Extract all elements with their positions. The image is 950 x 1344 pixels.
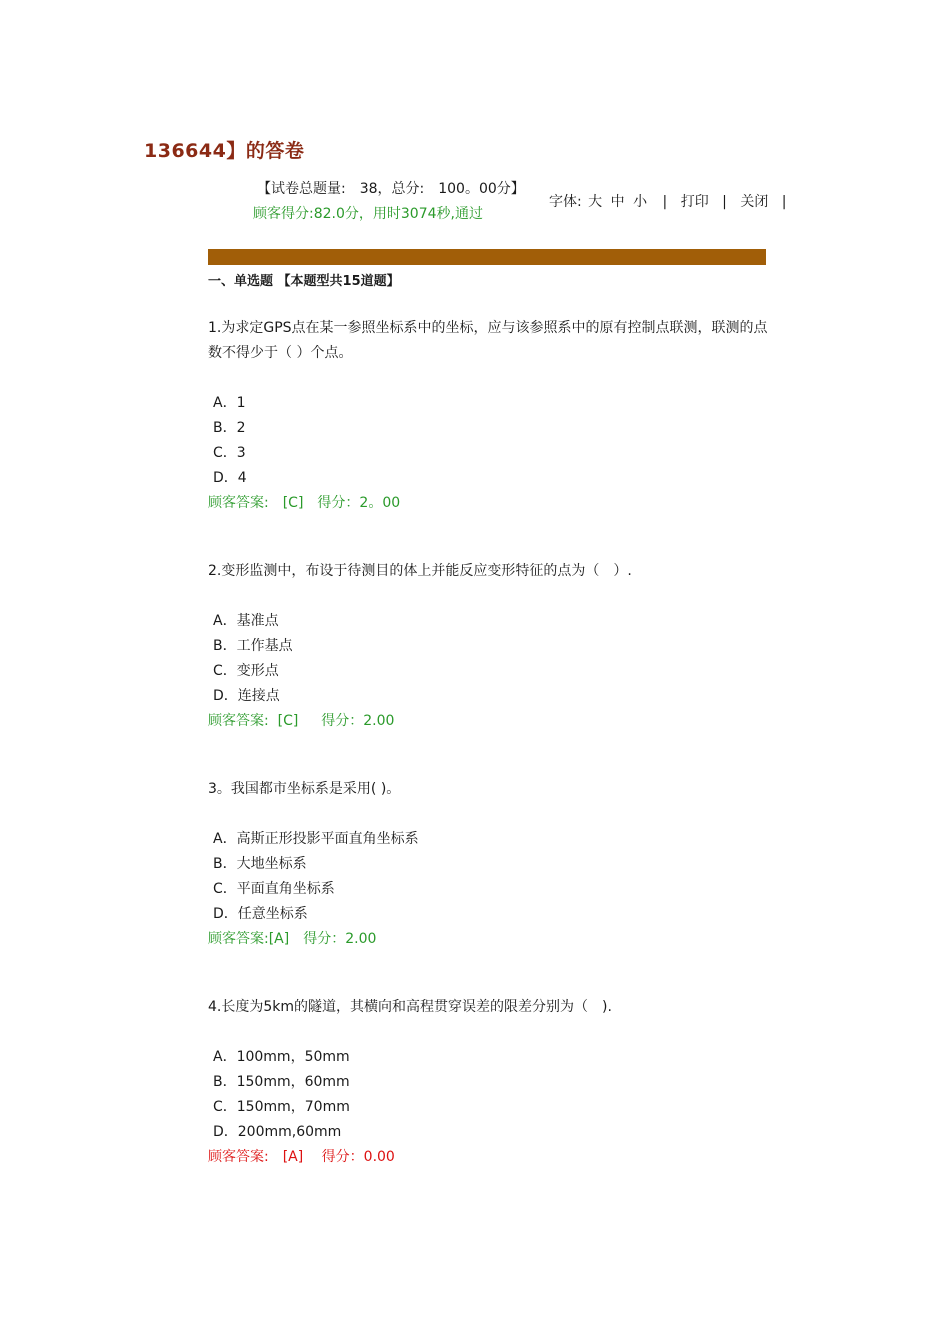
option-list bbox=[208, 391, 768, 491]
question-text: 2.变形监测中，布设于待测目的体上并能反应变形特征的点为（ ）. bbox=[208, 563, 632, 579]
option-item: B．大地坐标系 bbox=[213, 856, 307, 872]
option-item: B．工作基点 bbox=[213, 638, 293, 654]
font-size-label: 字体: bbox=[549, 194, 582, 210]
question-text: 4.长度为5km的隧道，其横向和高程贯穿误差的限差分别为（ ). bbox=[208, 999, 612, 1015]
option-item: A．1 bbox=[213, 395, 246, 411]
option-list bbox=[208, 1045, 768, 1145]
question-text: 3。我国都市坐标系是采用( )。 bbox=[208, 781, 401, 797]
option-item: C．3 bbox=[213, 445, 246, 461]
option-item: C．平面直角坐标系 bbox=[213, 881, 335, 897]
option-item: C．150mm，70mm bbox=[213, 1099, 350, 1115]
customer-answer: 顾客答案: [A] 得分：0.00 bbox=[208, 1149, 395, 1165]
option-item: B．150mm，60mm bbox=[213, 1074, 350, 1090]
font-size-small-button[interactable]: 小 bbox=[633, 194, 648, 210]
toolbar bbox=[549, 191, 796, 211]
question-block bbox=[208, 559, 768, 734]
font-size-medium-button[interactable]: 中 bbox=[610, 194, 625, 210]
customer-answer: 顾客答案:[A] 得分：2.00 bbox=[208, 931, 377, 947]
question-block bbox=[208, 316, 768, 516]
close-button[interactable]: 关闭 bbox=[740, 194, 769, 210]
toolbar-separator: | bbox=[722, 194, 727, 210]
option-item: D．连接点 bbox=[213, 688, 280, 704]
option-list bbox=[208, 609, 768, 709]
section-title: 一、单选题 【本题型共15道题】 bbox=[208, 274, 400, 289]
option-item: A．高斯正形投影平面直角坐标系 bbox=[213, 831, 419, 847]
font-size-large-button[interactable]: 大 bbox=[588, 194, 603, 210]
question-block bbox=[208, 777, 768, 952]
option-item: D．4 bbox=[213, 470, 247, 486]
question-text: 1.为求定GPS点在某一参照坐标系中的坐标，应与该参照系中的原有控制点联测，联测的点数不得少于（ ）个点。 bbox=[208, 320, 768, 361]
option-item: A．100mm，50mm bbox=[213, 1049, 350, 1065]
toolbar-separator: | bbox=[662, 194, 668, 210]
option-list bbox=[208, 827, 768, 927]
score-line: 顾客得分:82.0分，用时3074秒,通过 bbox=[253, 206, 483, 222]
option-item: A．基准点 bbox=[213, 613, 279, 629]
option-item: C．变形点 bbox=[213, 663, 279, 679]
option-item: B．2 bbox=[213, 420, 246, 436]
option-item: D．任意坐标系 bbox=[213, 906, 308, 922]
option-item: D．200mm,60mm bbox=[213, 1124, 342, 1140]
customer-answer: 顾客答案: [C] 得分：2.00 bbox=[208, 713, 395, 729]
customer-answer: 顾客答案: [C] 得分：2。00 bbox=[208, 495, 401, 511]
exam-summary: 【试卷总题量: 38，总分: 100。00分】 bbox=[257, 181, 525, 197]
toolbar-separator: | bbox=[781, 194, 787, 210]
section-divider-bar bbox=[208, 249, 766, 265]
page-title: 136644】的答卷 bbox=[144, 140, 305, 162]
print-button[interactable]: 打印 bbox=[680, 194, 709, 210]
question-block bbox=[208, 995, 768, 1170]
